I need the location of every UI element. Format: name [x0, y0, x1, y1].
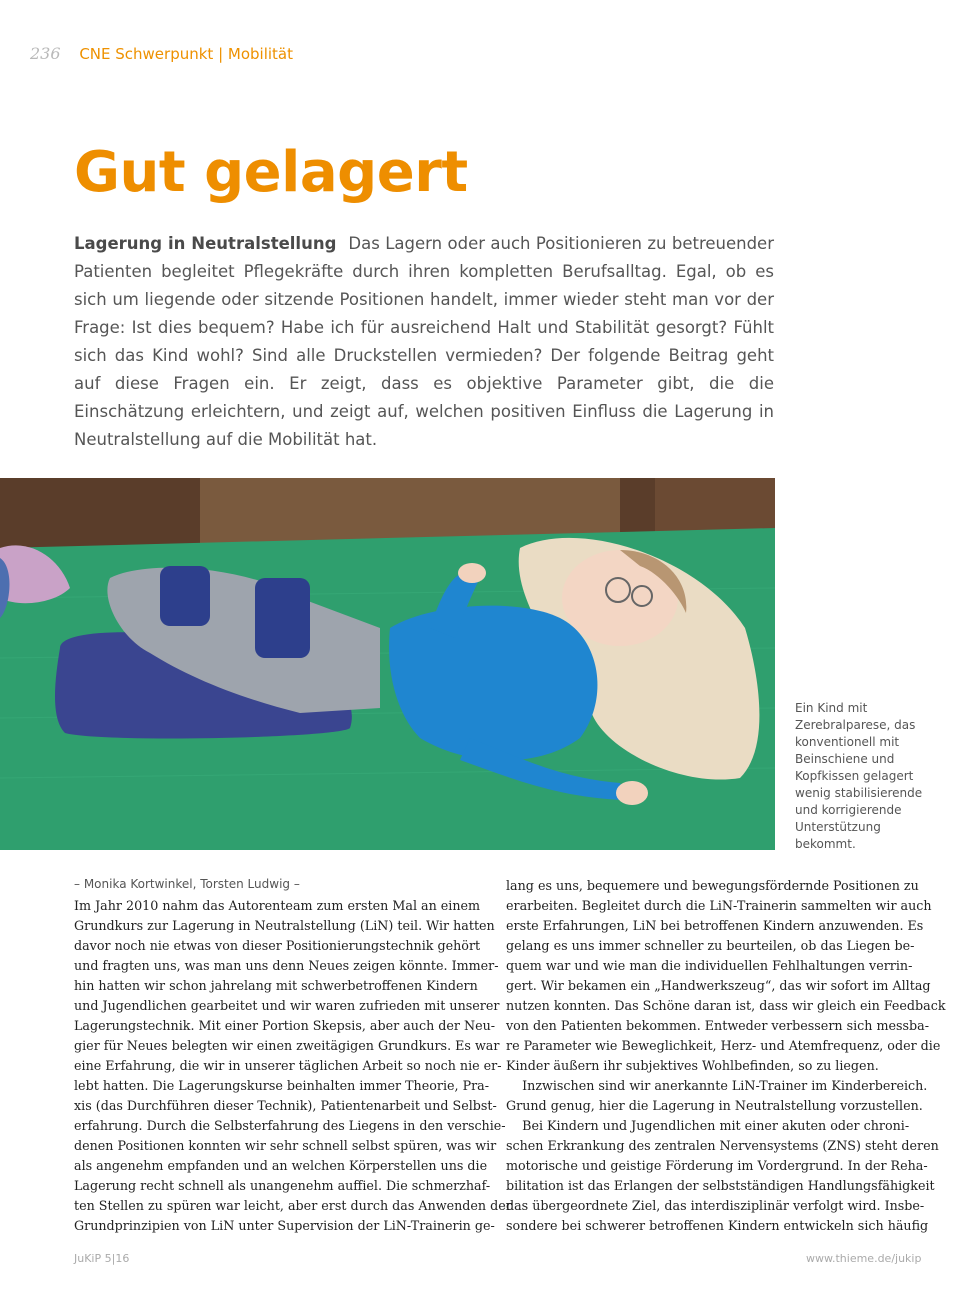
body-line: ten Stellen zu spüren war leicht, aber erst durch das Anwenden der — [74, 1198, 512, 1213]
body-line: Grundkurs zur Lagerung in Neutralstellung (LiN) teil. Wir hatten — [74, 918, 495, 933]
caption-line: Zerebralparese, das — [795, 718, 916, 732]
caption-line: Kopfkissen gelagert — [795, 769, 914, 783]
body-line: gier für Neues belegten wir einen zweitägigen Grundkurs. Es war — [74, 1038, 500, 1053]
caption-line: Ein Kind mit — [795, 701, 868, 715]
body-line: erste Erfahrungen, LiN bei betroffenen Kindern anzuwenden. Es — [506, 918, 924, 933]
body-line: und Jugendlichen gearbeitet und wir waren zufrieden mit unserer — [74, 998, 500, 1013]
body-line: lang es uns, bequemere und bewegungsfördernde Positionen zu — [506, 878, 919, 893]
body-line: sondere bei schwerer betroffenen Kindern entwickeln sich häufig — [506, 1218, 929, 1233]
body-line: bilitation ist das Erlangen der selbstständigen Handlungsfähigkeit — [506, 1178, 935, 1193]
body-line: Inzwischen sind wir anerkannte LiN-Trainer im Kinderbereich. — [506, 1078, 928, 1093]
body-line: gert. Wir bekamen ein „Handwerkszeug“, das wir sofort im Alltag — [506, 978, 931, 993]
body-line: lebt hatten. Die Lagerungskurse beinhalten immer Theorie, Pra- — [74, 1078, 490, 1093]
body-column-left — [74, 896, 512, 1236]
body-line: denen Positionen konnten wir sehr schnell selbst spüren, was wir — [74, 1138, 497, 1153]
caption-line: wenig stabilisierende — [795, 786, 923, 800]
section-label: CNE Schwerpunkt | Mobilität — [79, 45, 293, 63]
body-line: Lagerung recht schnell als unangenehm auffiel. Die schmerzhaf- — [74, 1178, 491, 1193]
body-line: und fragten uns, was man uns denn Neues zeigen könnte. Immer- — [74, 958, 499, 973]
body-line: Bei Kindern und Jugendlichen mit einer akuten oder chroni- — [506, 1118, 910, 1133]
body-line: das übergeordnete Ziel, das interdisziplinär verfolgt wird. Insbe- — [506, 1198, 925, 1213]
lead-kicker: Lagerung in Neutralstellung — [74, 234, 337, 253]
page-number: 236 — [30, 44, 61, 63]
body-line: erarbeiten. Begleitet durch die LiN-Trainerin sammelten wir auch — [506, 898, 932, 913]
body-line: als angenehm empfanden und an welchen Körperstellen uns die — [74, 1158, 488, 1173]
photo-credit: Monika Kortwinkel — [751, 962, 762, 1054]
body-line: nutzen konnten. Das Schöne daran ist, dass wir gleich ein Feedback — [506, 998, 946, 1013]
body-line: Im Jahr 2010 nahm das Autorenteam zum ersten Mal an einem — [74, 898, 481, 913]
body-line: motorische und geistige Förderung im Vordergrund. In der Reha- — [506, 1158, 928, 1173]
caption-line: Beinschiene und — [795, 752, 895, 766]
body-line: xis (das Durchführen dieser Technik), Patientenarbeit und Selbst- — [74, 1098, 497, 1113]
body-line: schen Erkrankung des zentralen Nervensystems (ZNS) steht deren — [506, 1138, 939, 1153]
photo-illustration — [0, 478, 775, 850]
caption-line: Unterstützung — [795, 820, 881, 834]
lead-text: Das Lagern oder auch Positionieren zu betreuender Patienten begleitet Pflegekräfte durch ihren kompletten Berufsalltag. Egal, ob es sich um liegende oder sitzende Positionen handelt, immer wieder steht man vor der Frage: Ist dies bequem? Habe ich für ausreichend Halt und Stabilität gesorgt? Fühlt sich das Kind wohl? Sind alle Druckstellen vermieden? Der folgende Beitrag geht auf diese Fragen ein. Er zeigt, dass es objektive Parameter gibt, die die Einschätzung erleichtern, und zeigt auf, welchen positiven Einfluss die Lagerung in Neutralstellung auf die Mobilität hat. — [74, 234, 774, 449]
body-line: Lagerungstechnik. Mit einer Portion Skepsis, aber auch der Neu- — [74, 1018, 496, 1033]
body-line: eine Erfahrung, die wir in unserer täglichen Arbeit so noch nie er- — [74, 1058, 502, 1073]
body-line: Grundprinzipien von LiN unter Supervision der LiN-Trainerin ge- — [74, 1218, 495, 1233]
running-header — [30, 44, 293, 63]
body-line: Grund genug, hier die Lagerung in Neutralstellung vorzustellen. — [506, 1098, 923, 1113]
body-column-right — [506, 876, 946, 1236]
body-line: hin hatten wir schon jahrelang mit schwerbetroffenen Kindern — [74, 978, 478, 993]
caption-line: und korrigierende — [795, 803, 902, 817]
photo-caption — [795, 700, 925, 853]
article-title: Gut gelagert — [74, 140, 468, 205]
body-line: davor noch nie etwas von dieser Positionierungstechnik gehört — [74, 938, 481, 953]
body-line: erfahrung. Durch die Selbsterfahrung des Liegens in den verschie- — [74, 1118, 506, 1133]
body-line: gelang es uns immer schneller zu beurteilen, ob das Liegen be- — [506, 938, 915, 953]
caption-line: bekommt. — [795, 837, 856, 851]
footer-journal: JuKiP 5|16 — [74, 1252, 130, 1265]
article-authors: – Monika Kortwinkel, Torsten Ludwig – — [74, 877, 300, 891]
caption-line: konventionell mit — [795, 735, 900, 749]
body-line: Kinder äußern ihr subjektives Wohlbefinden, so zu liegen. — [506, 1058, 879, 1073]
body-line: von den Patienten bekommen. Entweder verbessern sich messba- — [506, 1018, 929, 1033]
body-line: quem war und wie man die individuellen Fehlhaltungen verrin- — [506, 958, 913, 973]
body-line: re Parameter wie Beweglichkeit, Herz- und Atemfrequenz, oder die — [506, 1038, 941, 1053]
article-lead — [74, 230, 774, 454]
footer-url: www.thieme.de/jukip — [806, 1252, 922, 1265]
